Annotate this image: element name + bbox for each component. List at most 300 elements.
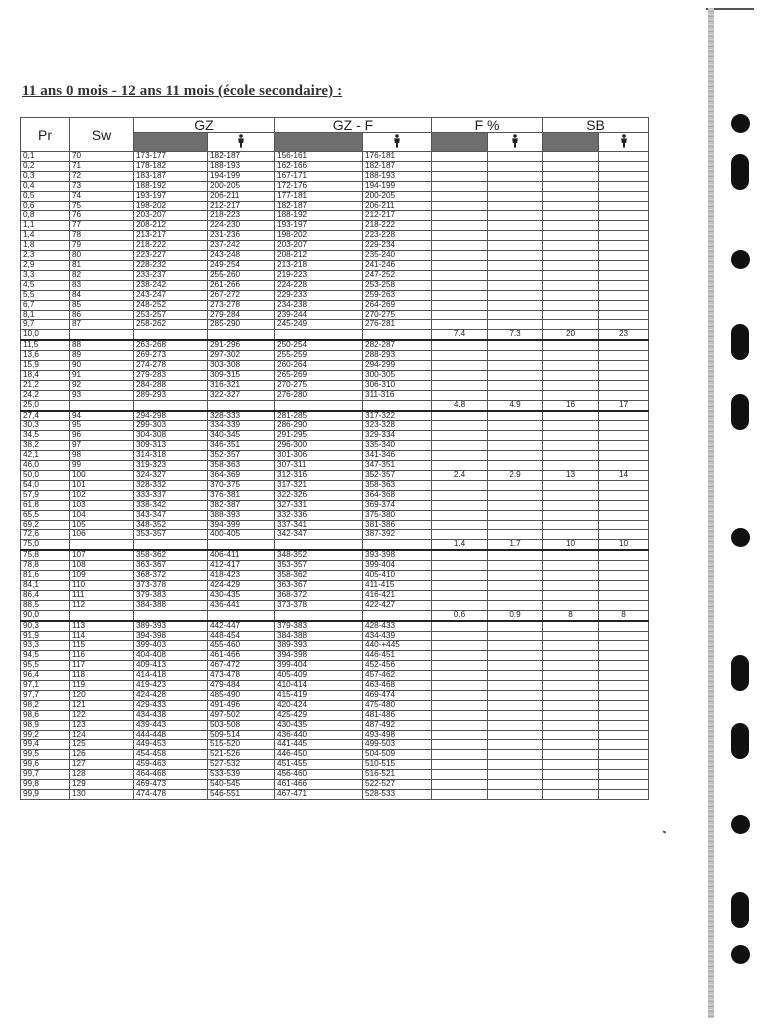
cell-sw: 75 — [70, 201, 134, 211]
cell-sb2 — [599, 320, 649, 330]
table-row — [21, 621, 649, 631]
cell-gzf1: 270-275 — [275, 380, 363, 390]
cell-f1 — [432, 750, 488, 760]
cell-gzf1: 188-192 — [275, 211, 363, 221]
cell-pr: 18,4 — [21, 370, 70, 380]
cell-gzf2: 188-193 — [363, 171, 432, 181]
cell-gz2: 497-502 — [208, 710, 275, 720]
cell-pr: 94,5 — [21, 651, 70, 661]
cell-sb1 — [543, 300, 599, 310]
cell-sb1 — [543, 211, 599, 221]
cell-f1 — [432, 181, 488, 191]
cell-sw: 70 — [70, 152, 134, 162]
cell-gzf1: 172-176 — [275, 181, 363, 191]
cell-pr: 75,8 — [21, 550, 70, 560]
cell-sw: 105 — [70, 520, 134, 530]
cell-sb1 — [543, 580, 599, 590]
table-row — [21, 270, 649, 280]
cell-f1 — [432, 251, 488, 261]
cell-f2 — [488, 152, 543, 162]
cell-sw: 106 — [70, 530, 134, 540]
table-row — [21, 500, 649, 510]
cell-gz2 — [208, 330, 275, 340]
cell-sw: 107 — [70, 550, 134, 560]
cell-gzf2: 481-486 — [363, 710, 432, 720]
sb-person-cell — [599, 133, 649, 152]
cell-sb2 — [599, 720, 649, 730]
cell-sb1 — [543, 411, 599, 421]
cell-gzf1: 373-378 — [275, 600, 363, 610]
cell-gzf1: 327-331 — [275, 500, 363, 510]
cell-gz1: 368-372 — [134, 571, 208, 581]
cell-f1 — [432, 260, 488, 270]
cell-gzf1: 301-306 — [275, 451, 363, 461]
cell-gz1: 183-187 — [134, 171, 208, 181]
cell-sb2 — [599, 241, 649, 251]
cell-sw: 78 — [70, 231, 134, 241]
cell-sw: 130 — [70, 790, 134, 800]
cell-gz1: 474-478 — [134, 790, 208, 800]
cell-f1 — [432, 490, 488, 500]
cell-gz1 — [134, 400, 208, 410]
cell-sw: 116 — [70, 651, 134, 661]
cell-sb1 — [543, 310, 599, 320]
cell-gzf2: 282-287 — [363, 340, 432, 350]
cell-pr: 97,1 — [21, 681, 70, 691]
cell-f1 — [432, 161, 488, 171]
cell-sb2 — [599, 431, 649, 441]
cell-gzf1: 384-388 — [275, 631, 363, 641]
cell-sb1 — [543, 690, 599, 700]
cell-sb2: 8 — [599, 610, 649, 620]
cell-gz1: 304-308 — [134, 431, 208, 441]
table-row — [21, 471, 649, 481]
cell-f1 — [432, 300, 488, 310]
table-row — [21, 171, 649, 181]
cell-gz2: 473-478 — [208, 671, 275, 681]
cell-gz2: 279-284 — [208, 310, 275, 320]
cell-sb1 — [543, 500, 599, 510]
cell-sb1: 20 — [543, 330, 599, 340]
table-row — [21, 790, 649, 800]
cell-gz1: 434-438 — [134, 710, 208, 720]
cell-sw: 96 — [70, 431, 134, 441]
cell-f2 — [488, 790, 543, 800]
cell-sb2 — [599, 490, 649, 500]
cell-gz1: 394-398 — [134, 631, 208, 641]
cell-pr: 4,5 — [21, 280, 70, 290]
table-row — [21, 490, 649, 500]
cell-gz1: 228-232 — [134, 260, 208, 270]
header-gz-f: GZ - F — [275, 118, 432, 133]
cell-f2 — [488, 351, 543, 361]
cell-f1 — [432, 370, 488, 380]
cell-gzf1: 389-393 — [275, 641, 363, 651]
cell-gz2: 188-193 — [208, 161, 275, 171]
cell-gz2: 352-357 — [208, 451, 275, 461]
cell-sw: 73 — [70, 181, 134, 191]
cell-gzf1: 312-316 — [275, 471, 363, 481]
cell-pr: 99,5 — [21, 750, 70, 760]
cell-gzf2: 347-351 — [363, 461, 432, 471]
cell-sb1 — [543, 490, 599, 500]
cell-gzf2: 387-392 — [363, 530, 432, 540]
cell-pr: 46,0 — [21, 461, 70, 471]
binder-hole — [731, 945, 750, 964]
cell-gz1: 258-262 — [134, 320, 208, 330]
cell-sb2 — [599, 730, 649, 740]
cell-f2 — [488, 320, 543, 330]
cell-gzf1: 348-352 — [275, 550, 363, 560]
cell-sb1 — [543, 161, 599, 171]
cell-sb2 — [599, 671, 649, 681]
cell-sb1 — [543, 520, 599, 530]
cell-gz2: 206-211 — [208, 191, 275, 201]
cell-gzf2: 469-474 — [363, 690, 432, 700]
table-row — [21, 770, 649, 780]
table-row — [21, 571, 649, 581]
cell-gz1: 348-352 — [134, 520, 208, 530]
cell-sb1 — [543, 451, 599, 461]
cell-f2 — [488, 161, 543, 171]
cell-pr: 88,5 — [21, 600, 70, 610]
cell-gz1: 454-458 — [134, 750, 208, 760]
cell-gz2: 509-514 — [208, 730, 275, 740]
cell-sb2 — [599, 690, 649, 700]
cell-gz2: 303-308 — [208, 361, 275, 371]
cell-f1 — [432, 571, 488, 581]
cell-sb2 — [599, 710, 649, 720]
cell-gz1: 439-443 — [134, 720, 208, 730]
cell-f1 — [432, 720, 488, 730]
table-row — [21, 251, 649, 261]
cell-sw: 120 — [70, 690, 134, 700]
table-row — [21, 780, 649, 790]
cell-gzf1: 250-254 — [275, 340, 363, 350]
cell-sb1 — [543, 480, 599, 490]
cell-pr: 72,6 — [21, 530, 70, 540]
cell-sb2 — [599, 790, 649, 800]
cell-sb1 — [543, 530, 599, 540]
cell-f2 — [488, 710, 543, 720]
table-row — [21, 370, 649, 380]
cell-pr: 10,0 — [21, 330, 70, 340]
cell-gz2: 212-217 — [208, 201, 275, 211]
table-row — [21, 760, 649, 770]
cell-f2 — [488, 260, 543, 270]
cell-f2 — [488, 631, 543, 641]
cell-gzf2: 504-509 — [363, 750, 432, 760]
cell-gzf1: 451-455 — [275, 760, 363, 770]
table-row — [21, 400, 649, 410]
cell-gzf2: 212-217 — [363, 211, 432, 221]
table-row — [21, 390, 649, 400]
cell-f1 — [432, 770, 488, 780]
page-title: 11 ans 0 mois - 12 ans 11 mois (école secondaire) : — [22, 83, 343, 99]
table-row — [21, 221, 649, 231]
cell-f1 — [432, 480, 488, 490]
cell-sw: 74 — [70, 191, 134, 201]
cell-gzf2: 300-305 — [363, 370, 432, 380]
cell-gz1: 389-393 — [134, 621, 208, 631]
table-row — [21, 610, 649, 620]
cell-gzf1: 436-440 — [275, 730, 363, 740]
table-row — [21, 661, 649, 671]
cell-f2 — [488, 310, 543, 320]
binder-hole — [731, 324, 749, 360]
cell-gzf1: 281-285 — [275, 411, 363, 421]
cell-gz2: 255-260 — [208, 270, 275, 280]
cell-f2 — [488, 280, 543, 290]
table-row — [21, 441, 649, 451]
cell-gzf2: 422-427 — [363, 600, 432, 610]
cell-sb1 — [543, 361, 599, 371]
header-row — [21, 118, 649, 133]
cell-sb1 — [543, 641, 599, 651]
cell-sb1 — [543, 201, 599, 211]
cell-gzf2: 194-199 — [363, 181, 432, 191]
cell-gz1: 269-273 — [134, 351, 208, 361]
cell-sw — [70, 330, 134, 340]
cell-pr: 97,7 — [21, 690, 70, 700]
cell-sw: 76 — [70, 211, 134, 221]
cell-gz1: 294-298 — [134, 411, 208, 421]
cell-f1 — [432, 461, 488, 471]
cell-pr: 50,0 — [21, 471, 70, 481]
cell-gz2: 533-539 — [208, 770, 275, 780]
cell-f1 — [432, 221, 488, 231]
cell-sw: 113 — [70, 621, 134, 631]
cell-gzf1: 415-419 — [275, 690, 363, 700]
cell-gz2: 394-399 — [208, 520, 275, 530]
cell-gzf1: 229-233 — [275, 290, 363, 300]
cell-gzf2: 294-299 — [363, 361, 432, 371]
cell-gzf1: 156-161 — [275, 152, 363, 162]
cell-sb1 — [543, 671, 599, 681]
cell-gzf1: 363-367 — [275, 580, 363, 590]
cell-f2 — [488, 621, 543, 631]
table-row — [21, 340, 649, 350]
cell-pr: 0,1 — [21, 152, 70, 162]
table-row — [21, 351, 649, 361]
cell-gzf1: 420-424 — [275, 700, 363, 710]
cell-f2 — [488, 390, 543, 400]
cell-gz2: 406-411 — [208, 550, 275, 560]
cell-gz1: 188-192 — [134, 181, 208, 191]
cell-pr: 65,5 — [21, 510, 70, 520]
cell-gzf2: 229-234 — [363, 241, 432, 251]
cell-gzf2: 306-310 — [363, 380, 432, 390]
cell-gz1: 248-252 — [134, 300, 208, 310]
cell-gzf1: 332-336 — [275, 510, 363, 520]
cell-f1: 7.4 — [432, 330, 488, 340]
cell-gzf2: 259-263 — [363, 290, 432, 300]
cell-sb2: 23 — [599, 330, 649, 340]
cell-gzf2: 270-275 — [363, 310, 432, 320]
cell-gz1: 218-222 — [134, 241, 208, 251]
cell-sb2 — [599, 510, 649, 520]
cell-gzf2: 341-346 — [363, 451, 432, 461]
cell-pr: 98,9 — [21, 720, 70, 730]
table-row — [21, 700, 649, 710]
cell-gzf1: 342-347 — [275, 530, 363, 540]
cell-sb2 — [599, 600, 649, 610]
cell-gz1: 353-357 — [134, 530, 208, 540]
cell-sb2 — [599, 351, 649, 361]
cell-gzf1: 193-197 — [275, 221, 363, 231]
table-row — [21, 181, 649, 191]
table-row — [21, 300, 649, 310]
cell-f2 — [488, 780, 543, 790]
cell-gzf2: 434-439 — [363, 631, 432, 641]
cell-sw: 119 — [70, 681, 134, 691]
cell-gzf2: 200-205 — [363, 191, 432, 201]
cell-sb2 — [599, 760, 649, 770]
cell-sb1 — [543, 221, 599, 231]
cell-pr: 34,5 — [21, 431, 70, 441]
cell-pr: 75,0 — [21, 540, 70, 550]
cell-gz1: 409-413 — [134, 661, 208, 671]
cell-f2: 7.3 — [488, 330, 543, 340]
cell-sb2 — [599, 300, 649, 310]
cell-sb2 — [599, 361, 649, 371]
cell-sb1 — [543, 351, 599, 361]
cell-gzf1: 234-238 — [275, 300, 363, 310]
cell-gzf1 — [275, 330, 363, 340]
cell-gzf2: 516-521 — [363, 770, 432, 780]
cell-sw: 94 — [70, 411, 134, 421]
cell-gz1: 449-453 — [134, 740, 208, 750]
table-row — [21, 690, 649, 700]
cell-f2 — [488, 181, 543, 191]
cell-f1 — [432, 171, 488, 181]
cell-f1: 1.4 — [432, 540, 488, 550]
cell-gzf2: 393-398 — [363, 550, 432, 560]
cell-gzf1: 239-244 — [275, 310, 363, 320]
table-row — [21, 241, 649, 251]
cell-gzf1: 245-249 — [275, 320, 363, 330]
cell-sb2 — [599, 260, 649, 270]
cell-pr: 2,3 — [21, 251, 70, 261]
cell-gzf1: 255-259 — [275, 351, 363, 361]
cell-sb2 — [599, 221, 649, 231]
table-row — [21, 671, 649, 681]
cell-sb2 — [599, 201, 649, 211]
cell-sb1 — [543, 631, 599, 641]
cell-gzf2: 264-269 — [363, 300, 432, 310]
cell-sw: 103 — [70, 500, 134, 510]
page-edge — [708, 8, 714, 1018]
cell-gzf1: 368-372 — [275, 590, 363, 600]
cell-sb1: 16 — [543, 400, 599, 410]
cell-pr: 1,8 — [21, 241, 70, 251]
cell-gzf2: 364-368 — [363, 490, 432, 500]
cell-gz2: 340-345 — [208, 431, 275, 441]
cell-f1 — [432, 530, 488, 540]
cell-gzf2 — [363, 330, 432, 340]
table-row — [21, 161, 649, 171]
cell-sw — [70, 610, 134, 620]
cell-sw: 115 — [70, 641, 134, 651]
cell-f1 — [432, 380, 488, 390]
cell-gzf2: 510-515 — [363, 760, 432, 770]
cell-gzf1: 405-409 — [275, 671, 363, 681]
cell-pr: 38,2 — [21, 441, 70, 451]
cell-gz1 — [134, 610, 208, 620]
table-row — [21, 431, 649, 441]
table-row — [21, 550, 649, 560]
cell-sb1 — [543, 561, 599, 571]
cell-pr: 9,7 — [21, 320, 70, 330]
cell-sb2 — [599, 451, 649, 461]
cell-sb2 — [599, 270, 649, 280]
cell-gz1: 178-182 — [134, 161, 208, 171]
cell-gzf2: 405-410 — [363, 571, 432, 581]
cell-sb2 — [599, 191, 649, 201]
person-icon — [237, 134, 245, 148]
cell-gzf1: 276-280 — [275, 390, 363, 400]
cell-gz1: 309-313 — [134, 441, 208, 451]
cell-gz2: 267-272 — [208, 290, 275, 300]
cell-gzf2: 206-211 — [363, 201, 432, 211]
cell-gz1: 299-303 — [134, 421, 208, 431]
cell-sw: 100 — [70, 471, 134, 481]
cell-gzf1: 291-295 — [275, 431, 363, 441]
cell-sw: 114 — [70, 631, 134, 641]
cell-gz2: 455-460 — [208, 641, 275, 651]
binder-hole — [731, 394, 749, 430]
cell-gz2: 358-363 — [208, 461, 275, 471]
cell-gzf1: 307-311 — [275, 461, 363, 471]
table-row — [21, 561, 649, 571]
cell-f2 — [488, 380, 543, 390]
cell-sb2 — [599, 681, 649, 691]
cell-pr: 1,4 — [21, 231, 70, 241]
cell-sb2: 14 — [599, 471, 649, 481]
cell-sb2 — [599, 290, 649, 300]
cell-f2 — [488, 730, 543, 740]
cell-sb2 — [599, 750, 649, 760]
cell-sw: 87 — [70, 320, 134, 330]
cell-pr: 99,9 — [21, 790, 70, 800]
cell-gz2: 515-520 — [208, 740, 275, 750]
cell-sw — [70, 540, 134, 550]
cell-gz2: 442-447 — [208, 621, 275, 631]
cell-pr: 42,1 — [21, 451, 70, 461]
cell-pr: 27,4 — [21, 411, 70, 421]
cell-gzf2: 446-451 — [363, 651, 432, 661]
cell-sb1 — [543, 740, 599, 750]
cell-sb1 — [543, 710, 599, 720]
cell-gzf1: 286-290 — [275, 421, 363, 431]
cell-sw: 80 — [70, 251, 134, 261]
cell-sw: 111 — [70, 590, 134, 600]
cell-gz1: 444-448 — [134, 730, 208, 740]
cell-sb2 — [599, 421, 649, 431]
cell-gzf1: 467-471 — [275, 790, 363, 800]
cell-pr: 0,6 — [21, 201, 70, 211]
cell-sb2 — [599, 161, 649, 171]
cell-gzf2: 499-503 — [363, 740, 432, 750]
cell-gzf2: 235-240 — [363, 251, 432, 261]
cell-sb1 — [543, 760, 599, 770]
cell-f2 — [488, 241, 543, 251]
table-row — [21, 710, 649, 720]
cell-gzf2 — [363, 400, 432, 410]
cell-pr: 91,9 — [21, 631, 70, 641]
cell-gzf1: 430-435 — [275, 720, 363, 730]
cell-gz2: 436-441 — [208, 600, 275, 610]
